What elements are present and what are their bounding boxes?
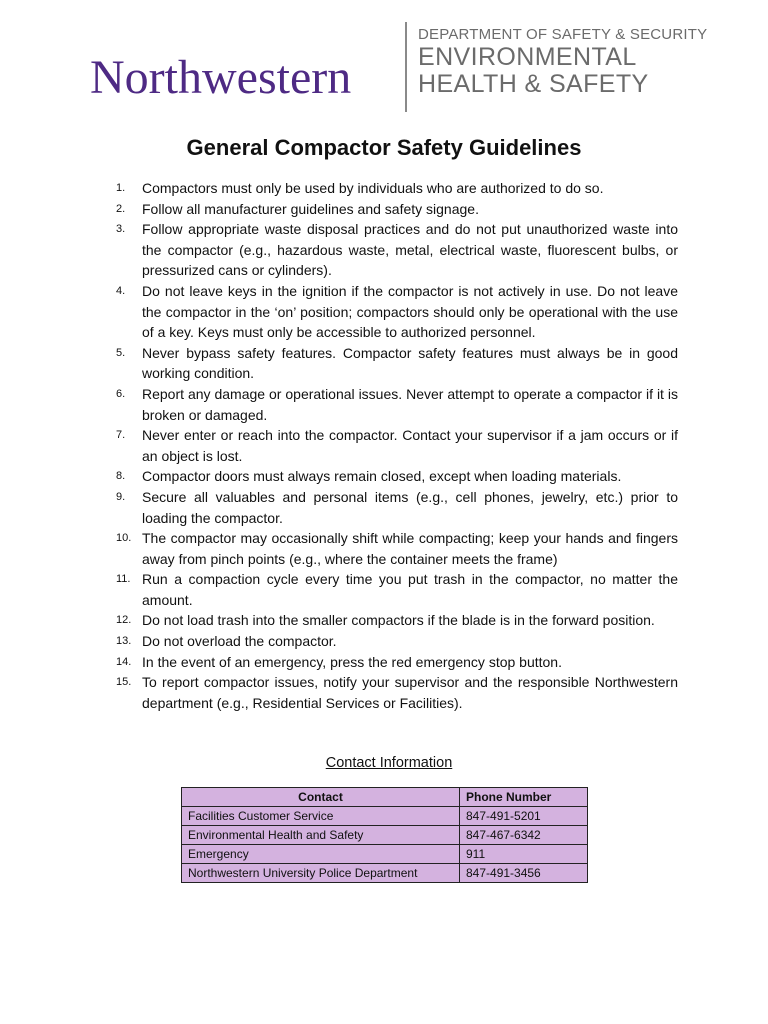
phone-column-header: Phone Number: [460, 788, 588, 807]
guideline-text: Compactor doors must always remain closed, except when loading materials.: [142, 468, 622, 485]
guidelines-list: [116, 178, 678, 713]
guideline-text: Follow all manufacturer guidelines and safety signage.: [142, 200, 479, 217]
guideline-text: To report compactor issues, notify your supervisor and the responsible Northwestern department (e.g., Residential Services or Facilities).: [142, 674, 678, 711]
page-header: [0, 0, 768, 120]
contact-column-header: Contact: [182, 788, 460, 807]
guideline-number: 8.: [116, 470, 126, 483]
guideline-text: The compactor may occasionally shift while compacting; keep your hands and fingers away from pinch points (e.g., where the container meets the frame): [142, 530, 678, 567]
table-row: [182, 845, 588, 864]
contact-name-cell: Emergency: [182, 845, 460, 864]
contact-name-cell: Northwestern University Police Department: [182, 864, 460, 883]
phone-number-cell: 847-467-6342: [460, 826, 588, 845]
guideline-number: 6.: [116, 387, 126, 400]
guideline-number: 2.: [116, 202, 126, 215]
table-row: [182, 864, 588, 883]
guideline-number: 11.: [116, 573, 131, 586]
department-line-1: DEPARTMENT OF SAFETY & SECURITY: [418, 26, 708, 43]
northwestern-logo: Northwestern: [90, 51, 352, 104]
list-item: [116, 199, 678, 220]
guideline-text: Report any damage or operational issues. Never attempt to operate a compactor if it is broken or damaged.: [142, 385, 678, 423]
guideline-text: Do not overload the compactor.: [142, 633, 337, 650]
table-row: [182, 807, 588, 826]
guideline-text: Never bypass safety features. Compactor safety features must always be in good working condition.: [142, 344, 678, 382]
list-item: [116, 652, 678, 673]
contact-name-cell: Environmental Health and Safety: [182, 826, 460, 845]
list-item: [116, 569, 678, 610]
department-line-3: HEALTH & SAFETY: [418, 70, 649, 98]
contact-information-heading: Contact Information: [325, 755, 453, 771]
list-item: [116, 343, 678, 384]
guideline-number: 13.: [116, 635, 132, 648]
list-item: [116, 672, 678, 713]
list-item: [116, 384, 678, 425]
guideline-text: Compactors must only be used by individuals who are authorized to do so.: [142, 180, 604, 196]
guideline-text: In the event of an emergency, press the red emergency stop button.: [142, 653, 562, 670]
guideline-number: 15.: [116, 676, 132, 689]
guideline-number: 1.: [116, 182, 126, 194]
department-name: [418, 26, 707, 98]
guideline-number: 10.: [116, 532, 132, 545]
list-item: [116, 528, 678, 569]
contact-table-header-row: [182, 788, 588, 807]
guideline-number: 12.: [116, 614, 132, 627]
page-title: General Compactor Safety Guidelines: [186, 135, 582, 160]
guideline-number: 9.: [116, 490, 126, 503]
list-item: [116, 425, 678, 466]
phone-number-cell: 847-491-3456: [460, 864, 588, 883]
list-item: [116, 631, 678, 652]
list-item: [116, 487, 678, 528]
guideline-text: Never enter or reach into the compactor. Contact your supervisor if a jam occurs or if an object is lost.: [142, 427, 678, 464]
guideline-number: 5.: [116, 346, 126, 359]
department-line-2: ENVIRONMENTAL: [418, 43, 637, 71]
table-row: [182, 826, 588, 845]
contact-name-cell: Facilities Customer Service: [182, 807, 460, 826]
guideline-number: 4.: [116, 284, 126, 297]
guideline-number: 14.: [116, 655, 132, 668]
list-item: [116, 219, 678, 281]
list-item: [116, 610, 678, 631]
guideline-text: Run a compaction cycle every time you put trash in the compactor, no matter the amount.: [142, 571, 678, 608]
guideline-number: 3.: [116, 223, 126, 236]
list-item: [116, 281, 678, 343]
guideline-text: Do not load trash into the smaller compactors if the blade is in the forward position.: [142, 612, 655, 629]
header-divider: [405, 22, 407, 112]
contact-table: [181, 787, 588, 883]
list-item: [116, 178, 678, 199]
list-item: [116, 466, 678, 487]
phone-number-cell: 911: [460, 845, 588, 864]
phone-number-cell: 847-491-5201: [460, 807, 588, 826]
guideline-number: 7.: [116, 429, 126, 442]
guideline-text: Do not leave keys in the ignition if the compactor is not actively in use. Do not leave the compactor in the ‘on’ position; compactors should only be operational with the use of a key. Keys must only be accessible to authorized personnel.: [142, 282, 678, 341]
guideline-text: Follow appropriate waste disposal practices and do not put unauthorized waste into the compactor (e.g., hazardous waste, metal, electrical waste, fluorescent bulbs, or pressurized cans or cylinders).: [142, 221, 678, 279]
guideline-text: Secure all valuables and personal items (e.g., cell phones, jewelry, etc.) prior to loading the compactor.: [142, 488, 678, 526]
